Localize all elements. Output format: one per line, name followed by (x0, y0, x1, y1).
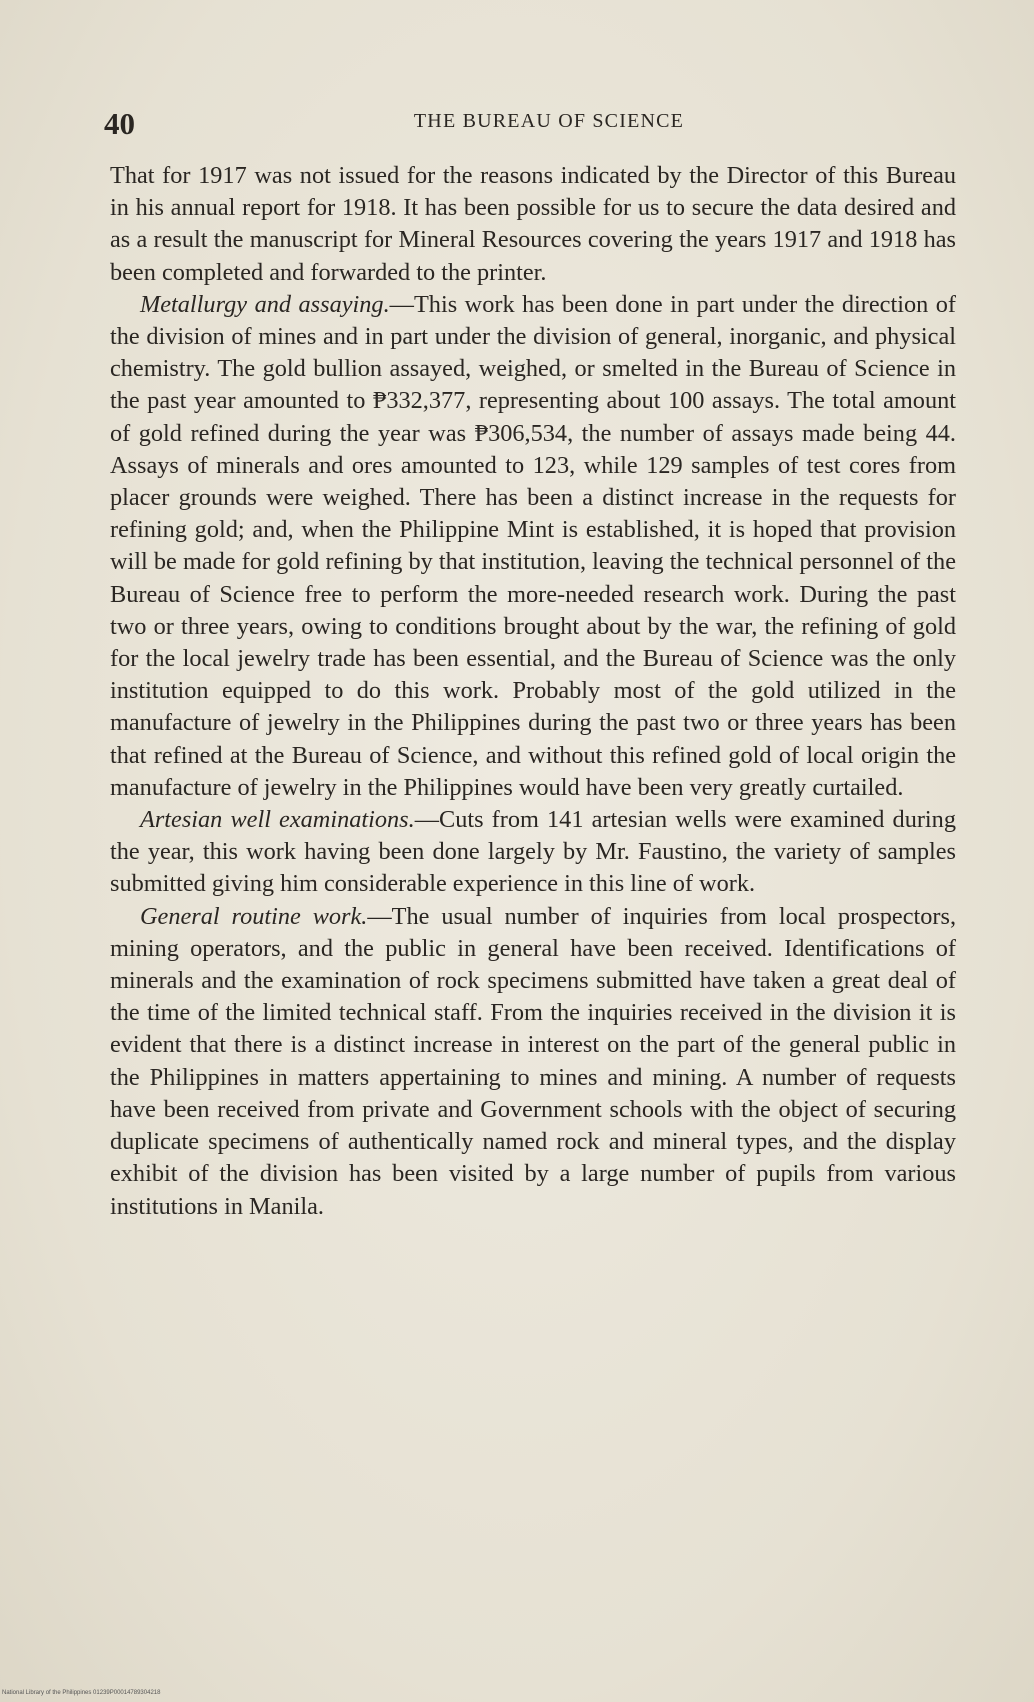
scan-credit: National Library of the Philippines 01239P00014789304218 (2, 1690, 161, 1696)
paragraph-text: —Cuts from 141 artesian wells were examined during the year, this work having been done largely by Mr. Faustino, the variety of samples submitted giving him considerable experience in this line of work. (110, 806, 956, 898)
paragraph-routine (110, 901, 956, 1223)
paragraph-text: That for 1917 was not issued for the reasons indicated by the Director of this Bureau in his annual report for 1918. It has been possible for us to secure the data desired and as a result the manuscript for Mineral Resources covering the years 1917 and 1918 has been completed and forwarded to the printer. (110, 162, 956, 286)
run-in-heading: General routine work. (140, 902, 368, 930)
paragraph-continuation (110, 160, 956, 289)
paragraph-text: —This work has been done in part under the direction of the division of mines and in part under the division of general, inorganic, and physical chemistry. The gold bullion assayed, weighed, or smelted in the Bureau of Science in the past year amounted to ₱332,377, representing about 100 assays. The total amount of gold refined during the year was ₱306,534, the number of assays made being 44. Assays of minerals and ores amounted to 123, while 129 samples of test cores from placer grounds were weighed. There has been a distinct increase in the requests for refining gold; and, when the Philippine Mint is established, it is hoped that provision will be made for gold refining by that institution, leaving the technical personnel of the Bureau of Science free to perform the more-needed research work. During the past two or three years, owing to conditions brought about by the war, the refining of gold for the local jewelry trade has been essential, and the Bureau of Science was the only institution equipped to do this work. Probably most of the gold utilized in the manufacture of jewelry in the Philippines during the past two or three years has been that refined at the Bureau of Science, and without this refined gold of local origin the manufacture of jewelry in the Philippines would have been very greatly curtailed. (110, 290, 956, 801)
page-header (104, 100, 954, 140)
paragraph-text: —The usual number of inquiries from local prospectors, mining operators, and the public in general have been received. Identifications of minerals and the examination of rock specimens submitted have taken a great deal of the time of the limited technical staff. From the inquiries received in the division it is evident that there is a distinct increase in interest on the part of the general public in the Philippines in matters appertaining to mines and mining. A number of requests have been received from private and Government schools with the object of securing duplicate specimens of authentically named rock and mineral types, and the display exhibit of the division has been visited by a large number of pupils from various institutions in Manila. (110, 902, 957, 1220)
run-in-heading: Artesian well examinations. (140, 806, 415, 834)
run-in-heading: Metallurgy and assaying. (140, 290, 390, 318)
paragraph-artesian (110, 804, 956, 901)
paragraph-metallurgy (110, 289, 956, 804)
page-number: 40 (104, 106, 135, 141)
body-text (110, 160, 956, 1223)
running-head: THE BUREAU OF SCIENCE (413, 110, 685, 132)
